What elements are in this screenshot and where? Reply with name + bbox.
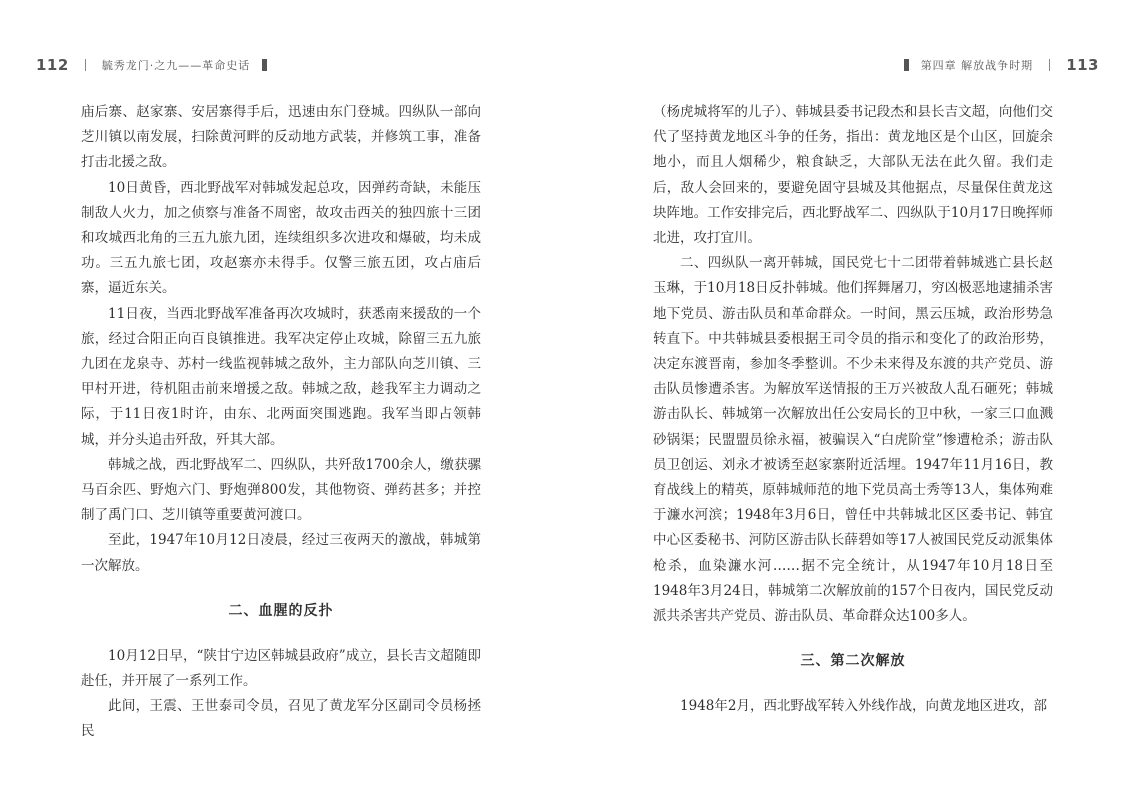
paragraph: 此间，王震、王世泰司令员，召见了黄龙军分区副司令员杨拯民 (81, 698, 481, 740)
right-running-title: 第四章 解放战争时期 (920, 59, 1034, 72)
left-page-body (81, 100, 481, 745)
paragraph: 庙后寨、赵家寨、安居寨得手后，迅速由东门登城。四纵队一部向芝川镇以南发展，扫除黄河畔的反动地方武装，并修筑工事，准备打击北援之敌。 (81, 104, 481, 171)
right-page-header (892, 52, 1099, 78)
header-bar-mark (262, 59, 267, 71)
paragraph: 10月12日早，“陕甘宁边区韩城县政府”成立，县长吉文超随即赴任，并开展了一系列工作。 (81, 647, 481, 690)
section-heading: 三、第二次解放 (800, 653, 906, 670)
header-divider (1049, 59, 1050, 71)
paragraph: （杨虎城将军的儿子）、韩城县委书记段杰和县长吉文超，向他们交代了坚持黄龙地区斗争的任务，指出：黄龙地区是个山区，回旋余地小，而且人烟稀少，粮食缺乏，大部队无法在此久留。我们走后，敌人会回来的，要避免固守县城及其他据点，尽量保住黄龙这块阵地。工作安排完后，西北野战军二、四纵队于10月17日晚挥师北进，攻打宜川。 (653, 104, 1053, 247)
paragraph: 至此，1947年10月12日凌晨，经过三夜两天的激战，韩城第一次解放。 (81, 532, 481, 574)
paragraph: 韩城之战，西北野战军二、四纵队，共歼敌1700余人，缴获骡马百余匹、野炮六门、野炮弹800发，其他物资、弹药甚多；并控制了禹门口、芝川镇等重要黄河渡口。 (81, 456, 481, 524)
left-page-header (36, 52, 279, 78)
paragraph: 二、四纵队一离开韩城，国民党七十二团带着韩城逃亡县长赵玉琳，于10月18日反扑韩城。他们挥舞屠刀，穷凶极恶地逮捕杀害地下党员、游击队员和革命群众。一时间，黑云压城，政治形势急转直下。中共韩城县委根据王司令员的指示和变化了的政治形势，决定东渡晋南，参加冬季整训。不少未来得及东渡的共产党员、游击队员惨遭杀害。为解放军送情报的王万兴被敌人乱石砸死；韩城游击队长、韩城第一次解放出任公安局长的卫中秋，一家三口血溅砂锅渠；民盟盟员徐永福，被骗误入“白虎阶堂”惨遭枪杀；游击队员卫创运、刘永才被诱至赵家寨附近活埋。1947年11月16日，教育战线上的精英，原韩城师范的地下党员高士秀等13人，集体殉难于濂水河滨；1948年3月6日，曾任中共韩城北区区委书记、韩宜中心区委秘书、河防区游击队长薛碧如等17人被国民党反动派集体枪杀，血染濂水河……据不完全统计，从1947年10月18日至1948年3月24日，韩城第二次解放前的157个日夜内，国民党反动派共杀害共产党员、游击队员、革命群众达100多人。 (653, 255, 1053, 625)
left-running-title: 毓秀龙门·之九——革命史话 (101, 59, 251, 72)
paragraph: 11日夜，当西北野战军准备再次攻城时，获悉南来援敌的一个旅，经过合阳正向百良镇推进。我军决定停止攻城，除留三五九旅九团在龙泉寺、苏村一线监视韩城之敌外，主力部队向芝川镇、三甲村开进，待机阻击前来增援之敌。韩城之敌，趁我军主力调动之际，于11日夜1时许，由东、北两面突围逃跑。我军当即占领韩城，并分头追击歼敌，歼其大部。 (81, 305, 481, 448)
paragraph: 10日黄昏，西北野战军对韩城发起总攻，因弹药奇缺，未能压制敌人火力，加之侦察与准备不周密，故攻击西关的独四旅十三团和攻城西北角的三五九旅九团，连续组织多次进攻和爆破，均未成功。三五九旅七团，攻赵寨亦未得手。仅警三旅五团，攻占庙后寨，逼近东关。 (81, 179, 481, 297)
right-page-body (653, 100, 1053, 719)
left-page-number: 112 (36, 56, 69, 74)
right-page-number: 113 (1066, 56, 1099, 74)
header-divider (85, 59, 86, 71)
header-bar-mark (904, 59, 909, 71)
paragraph: 1948年2月，西北野战军转入外线作战，向黄龙地区进攻，部 (680, 698, 1047, 715)
section-heading: 二、血腥的反扑 (228, 602, 334, 619)
